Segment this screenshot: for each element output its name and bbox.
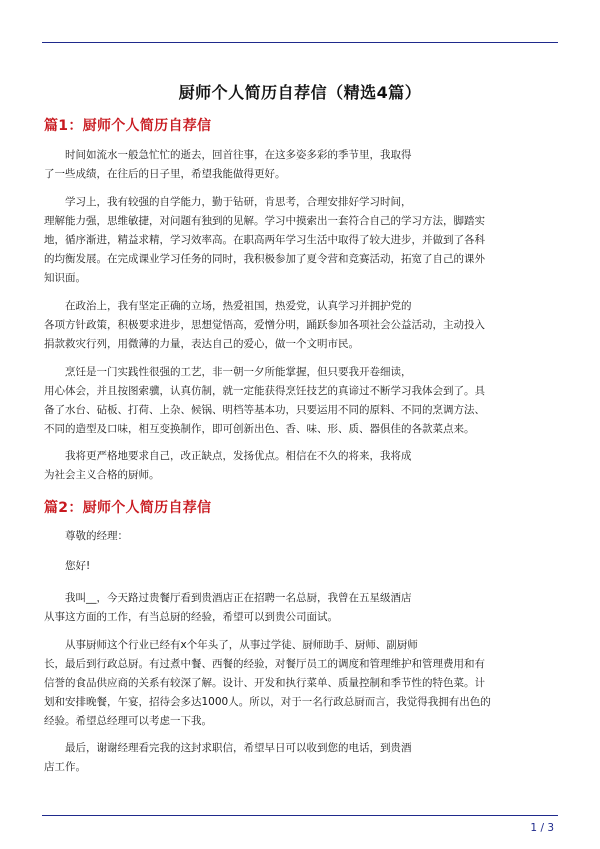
section-1-paragraph-3 [44,297,556,354]
section-1-heading: 篇1：厨师个人简历自荐信 [44,118,212,134]
section-2-paragraph-4 [44,636,556,731]
section-1-paragraph-4 [44,363,556,439]
text-line: 尊敬的经理： [44,530,128,542]
text-line: 从事厨师这个行业已经有x个年头了，从事过学徒、厨师助手、厨师、副厨师 [44,639,418,651]
text-line: 从事这方面的工作，有当总厨的经验，希望可以到贵公司面试。 [44,611,338,623]
document-title: 厨师个人简历自荐信（精选4篇） [178,83,422,102]
header-rule [42,42,558,43]
text-line: 地，循序渐进，精益求精，学习效率高。在职高两年学习生活中取得了较大进步，并做到了各科 [44,234,485,246]
text-line: 的均衡发展。在完成课业学习任务的同时，我积极参加了夏令营和竞赛活动，拓宽了自己的课外 [44,253,485,265]
text-line: 您好! [44,560,91,572]
text-line: 划和安排晚餐，午宴，招待会多达1000人。所以，对于一名行政总厨而言，我觉得我拥有出色的 [44,696,491,708]
section-2-paragraph-3 [44,589,556,627]
section-1-paragraph-5 [44,447,556,485]
section-2-greeting [44,557,556,576]
text-line: 为社会主义合格的厨师。 [44,469,160,481]
text-line: 捐款救灾行列，用微薄的力量，表达自己的爱心，做一个文明市民。 [44,338,359,350]
text-line: 时间如流水一般急忙忙的逝去，回首往事，在这多姿多彩的季节里，我取得 [44,149,412,161]
text-line: 店工作。 [44,761,86,773]
text-line: 经验。希望总经理可以考虑一下我。 [44,715,212,727]
text-line: 我将更严格地要求自己，改正缺点，发扬优点。相信在不久的将来，我将成 [44,450,412,462]
footer-rule [42,815,558,816]
text-line: 各项方针政策，积极要求进步，思想觉悟高，爱憎分明，踊跃参加各项社会公益活动，主动投入 [44,319,485,331]
text-line: 理解能力强，思维敏捷，对问题有独到的见解。学习中摸索出一套符合自己的学习方法，脚踏实 [44,215,485,227]
text-line: 信誉的食品供应商的关系有较深了解。设计、开发和执行菜单、质量控制和季节性的特色菜。计 [44,677,485,689]
section-2-paragraph-5 [44,739,556,777]
text-line: 了一些成绩，在往后的日子里，希望我能做得更好。 [44,168,286,180]
section-2-salutation [44,527,556,546]
section-2-heading: 篇2：厨师个人简历自荐信 [44,500,212,516]
text-line: 学习上，我有较强的自学能力，勤于钻研，肯思考，合理安排好学习时间， [44,196,412,208]
text-line: 知识面。 [44,272,86,284]
text-line: 长，最后到行政总厨。有过煮中餐、西餐的经验，对餐厅员工的调度和管理维护和管理费用和有 [44,658,485,670]
text-line: 我叫__，今天路过贵餐厅看到贵酒店正在招聘一名总厨，我曾在五星级酒店 [44,592,412,604]
section-1-paragraph-1 [44,146,556,184]
page-number: 1 / 3 [530,822,554,834]
section-1-paragraph-2 [44,193,556,288]
text-line: 在政治上，我有坚定正确的立场，热爱祖国，热爱党，认真学习并拥护党的 [44,300,412,312]
text-line: 备了水台、砧板、打荷、上杂、候锅、明档等基本功，只要运用不同的原料、不同的烹调方法、 [44,404,485,416]
text-line: 最后，谢谢经理看完我的这封求职信，希望早日可以收到您的电话，到贵酒 [44,742,412,754]
text-line: 不同的造型及口味，相互变换制作，即可创新出色、香、味、形、质、器俱佳的各款菜点来。 [44,423,475,435]
text-line: 烹饪是一门实践性很强的工艺，非一朝一夕所能掌握，但只要我开卷细读， [44,366,412,378]
text-line: 用心体会，并且按图索骥，认真仿制，就一定能获得烹饪技艺的真谛过不断学习我体会到了。具 [44,385,485,397]
